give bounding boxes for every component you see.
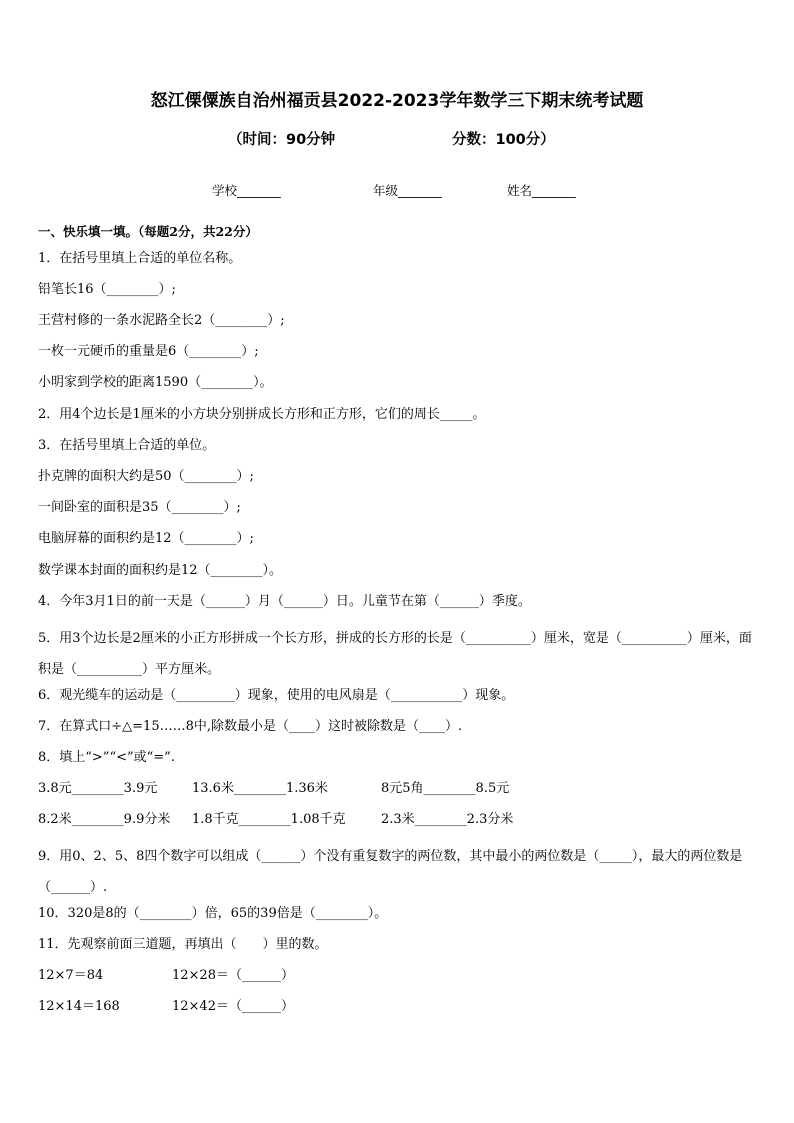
compare-row	[0, 810, 794, 830]
question-line: 小明家到学校的距离1590（________）。	[38, 375, 273, 390]
question-10: 10．320是8的（________）倍，65的39倍是（________）。	[38, 906, 388, 921]
question-5: 5．用3个边长是2厘米的小正方形拼成一个长方形，拼成的长方形的长是（__________）厘米，宽是（__________）厘米，面积是（__________）平方厘米。	[38, 631, 752, 677]
student-info	[0, 181, 794, 203]
question-7: 7．在算式口÷△=15……8中,除数最小是（____）这时被除数是（____）.	[38, 719, 463, 734]
compare-item: 8.2米________9.9分米	[38, 812, 171, 827]
compare-item: 8元5角________8.5元	[381, 781, 510, 796]
question-line: 铅笔长16（________）;	[38, 282, 176, 297]
question-6: 6．观光缆车的运动是（_________）现象，使用的电风扇是（___________）现象。	[38, 688, 515, 703]
multiplication-row	[0, 997, 794, 1017]
page-title: 怒江傈僳族自治州福贡县2022-2023学年数学三下期末统考试题	[150, 91, 644, 111]
multiplication-item: 12×28＝（______）	[172, 968, 294, 983]
multiplication-item: 12×42＝（______）	[172, 999, 294, 1014]
question-9: 9．用0、2、5、8四个数字可以组成（______）个没有重复数字的两位数，其中最小的两位数是（_____），最大的两位数是（______）.	[38, 849, 743, 895]
question-line: 数学课本封面的面积约是12（________）。	[38, 563, 283, 578]
question-3: 3．在括号里填上合适的单位。	[38, 438, 216, 453]
question-1: 1．在括号里填上合适的单位名称。	[38, 251, 242, 266]
question-4: 4．今年3月1日的前一天是（______）月（______）日。儿童节在第（______）季度。	[38, 594, 531, 609]
question-2: 2．用4个边长是1厘米的小方块分别拼成长方形和正方形，它们的周长_____。	[38, 407, 486, 422]
exam-time: （时间：90分钟	[228, 132, 336, 148]
compare-item: 13.6米________1.36米	[192, 781, 328, 796]
exam-subtitle	[0, 128, 794, 152]
multiplication-item: 12×7＝84	[38, 968, 104, 983]
multiplication-row	[0, 966, 794, 986]
name-field: 姓名_______	[507, 183, 576, 198]
compare-row	[0, 779, 794, 799]
compare-item: 1.8千克________1.08千克	[192, 812, 346, 827]
school-field: 学校_______	[212, 183, 281, 198]
grade-field: 年级_______	[373, 183, 442, 198]
question-line: 一间卧室的面积是35（________）;	[38, 500, 241, 515]
question-line: 一枚一元硬币的重量是6（________）;	[38, 344, 259, 359]
section-heading: 一、快乐填一填。（每题2分，共22分）	[38, 224, 258, 239]
question-8: 8．填上“>”“<”或“=”.	[38, 750, 175, 765]
question-line: 电脑屏幕的面积约是12（________）;	[38, 531, 254, 546]
question-11: 11．先观察前面三道题，再填出（ ）里的数。	[38, 937, 328, 952]
compare-item: 2.3米________2.3分米	[381, 812, 514, 827]
exam-score: 分数：100分）	[452, 132, 555, 148]
compare-item: 3.8元________3.9元	[38, 781, 158, 796]
question-line: 扑克牌的面积大约是50（________）;	[38, 469, 254, 484]
multiplication-item: 12×14＝168	[38, 999, 120, 1014]
question-line: 王营村修的一条水泥路全长2（________）;	[38, 313, 285, 328]
